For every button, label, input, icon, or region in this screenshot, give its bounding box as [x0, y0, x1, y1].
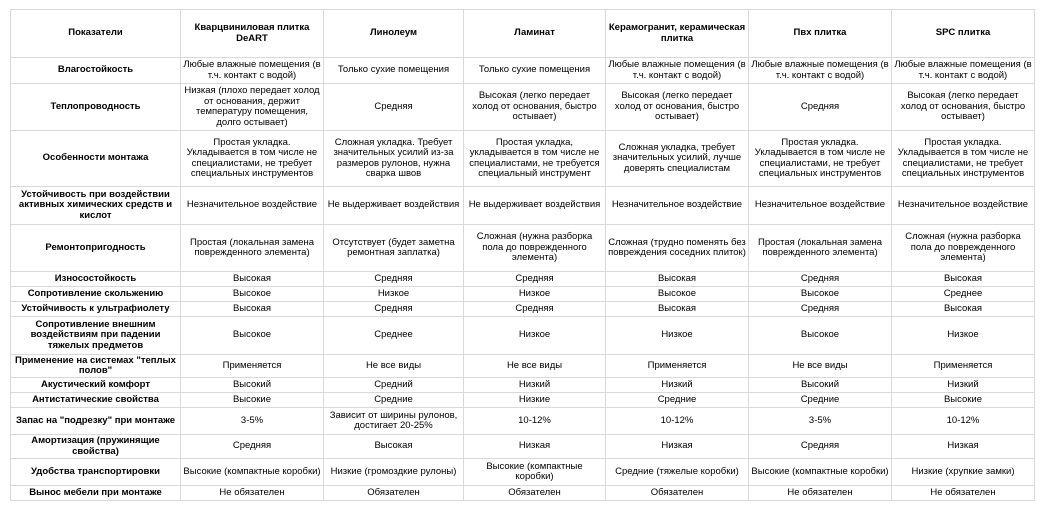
table-cell: Не все виды — [324, 355, 464, 378]
table-cell: Незначительное воздействие — [749, 187, 892, 225]
table-cell: Среднее — [892, 287, 1035, 302]
table-cell: Простая (локальная замена поврежденного элемента) — [181, 225, 324, 272]
row-label: Сопротивление скольжению — [11, 287, 181, 302]
table-cell: Высокие (компактные коробки) — [749, 459, 892, 486]
table-row — [11, 287, 1035, 302]
comparison-table-wrapper — [10, 9, 1035, 501]
row-label: Акустический комфорт — [11, 378, 181, 393]
table-cell: Не обязателен — [749, 486, 892, 501]
table-cell: Не все виды — [464, 355, 606, 378]
table-cell: Низкие (хрупкие замки) — [892, 459, 1035, 486]
table-cell: Высокое — [606, 287, 749, 302]
table-cell: Средние — [324, 393, 464, 408]
table-cell: Низкий — [606, 378, 749, 393]
table-cell: Не выдерживает воздействия — [324, 187, 464, 225]
table-cell: Сложная (нужна разборка пола до поврежденного элемента) — [892, 225, 1035, 272]
table-cell: Высокая — [181, 302, 324, 317]
table-cell: Незначительное воздействие — [892, 187, 1035, 225]
row-label: Устойчивость при воздействии активных химических средств и кислот — [11, 187, 181, 225]
table-cell: Низкое — [892, 317, 1035, 355]
column-header-material: SPC плитка — [892, 10, 1035, 58]
table-cell: 10-12% — [892, 408, 1035, 435]
row-label: Ремонтопригодность — [11, 225, 181, 272]
header-row — [11, 10, 1035, 58]
table-cell: Высокое — [181, 287, 324, 302]
table-row — [11, 486, 1035, 501]
table-cell: Высокие — [181, 393, 324, 408]
table-cell: Высокий — [749, 378, 892, 393]
table-row — [11, 187, 1035, 225]
row-label: Удобства транспортировки — [11, 459, 181, 486]
table-cell: 3-5% — [181, 408, 324, 435]
table-cell: Применяется — [606, 355, 749, 378]
row-label: Особенности монтажа — [11, 131, 181, 187]
row-label: Антистатические свойства — [11, 393, 181, 408]
table-cell: Не все виды — [749, 355, 892, 378]
table-row — [11, 58, 1035, 84]
table-cell: Низкое — [606, 317, 749, 355]
table-cell: Низкая — [606, 435, 749, 459]
table-cell: Не обязателен — [892, 486, 1035, 501]
table-cell: Применяется — [892, 355, 1035, 378]
table-cell: Любые влажные помещения (в т.ч. контакт с водой) — [181, 58, 324, 84]
table-cell: Высокие (компактные коробки) — [181, 459, 324, 486]
table-cell: Не обязателен — [181, 486, 324, 501]
row-label: Влагостойкость — [11, 58, 181, 84]
row-label: Применение на системах "теплых полов" — [11, 355, 181, 378]
table-cell: Высокое — [181, 317, 324, 355]
table-cell: Сложная укладка, требует значительных усилий, лучше доверять специалистам — [606, 131, 749, 187]
table-cell: Средняя — [464, 302, 606, 317]
table-cell: Средняя — [464, 272, 606, 287]
table-row — [11, 378, 1035, 393]
table-cell: Низкая (плохо передает холод от основания, держит температуру помещения, долго остывает) — [181, 84, 324, 131]
table-cell: 10-12% — [464, 408, 606, 435]
column-header-material: Керамогранит, керамическая плитка — [606, 10, 749, 58]
column-header-material: Пвх плитка — [749, 10, 892, 58]
table-cell: Обязателен — [606, 486, 749, 501]
table-cell: Любые влажные помещения (в т.ч. контакт с водой) — [892, 58, 1035, 84]
table-row — [11, 393, 1035, 408]
table-body — [11, 58, 1035, 501]
table-cell: Высокая (легко передает холод от основания, быстро остывает) — [606, 84, 749, 131]
table-cell: Высокая — [606, 272, 749, 287]
table-row — [11, 317, 1035, 355]
table-cell: 10-12% — [606, 408, 749, 435]
row-label: Амортизация (пружинящие свойства) — [11, 435, 181, 459]
table-cell: Простая (локальная замена поврежденного элемента) — [749, 225, 892, 272]
table-cell: Зависит от ширины рулонов, достигает 20-25% — [324, 408, 464, 435]
table-cell: Средний — [324, 378, 464, 393]
table-cell: Сложная (нужна разборка пола до поврежденного элемента) — [464, 225, 606, 272]
table-cell: 3-5% — [749, 408, 892, 435]
table-cell: Любые влажные помещения (в т.ч. контакт с водой) — [606, 58, 749, 84]
table-cell: Не выдерживает воздействия — [464, 187, 606, 225]
table-cell: Простая укладка. Укладывается в том числе не специалистами, не требует специальных инструментов — [749, 131, 892, 187]
table-cell: Только сухие помещения — [464, 58, 606, 84]
table-cell: Только сухие помещения — [324, 58, 464, 84]
table-cell: Низкое — [324, 287, 464, 302]
table-cell: Средняя — [181, 435, 324, 459]
table-cell: Средняя — [749, 84, 892, 131]
table-cell: Низкое — [464, 317, 606, 355]
table-cell: Низкий — [892, 378, 1035, 393]
table-row — [11, 272, 1035, 287]
table-cell: Низкие (громоздкие рулоны) — [324, 459, 464, 486]
table-cell: Высокие (компактные коробки) — [464, 459, 606, 486]
table-cell: Высокая — [892, 272, 1035, 287]
table-cell: Средняя — [324, 272, 464, 287]
table-cell: Применяется — [181, 355, 324, 378]
table-cell: Средние — [606, 393, 749, 408]
table-cell: Высокое — [749, 287, 892, 302]
table-cell: Высокая — [181, 272, 324, 287]
table-cell: Любые влажные помещения (в т.ч. контакт с водой) — [749, 58, 892, 84]
table-cell: Средняя — [749, 272, 892, 287]
table-cell: Низкая — [464, 435, 606, 459]
table-cell: Среднее — [324, 317, 464, 355]
table-cell: Сложная укладка. Требует значительных усилий из-за размеров рулонов, нужна сварка швов — [324, 131, 464, 187]
column-header-material: Линолеум — [324, 10, 464, 58]
table-row — [11, 225, 1035, 272]
table-row — [11, 302, 1035, 317]
table-cell: Простая укладка. Укладывается в том числе не специалистами, не требует специальных инструментов — [892, 131, 1035, 187]
row-label: Запас на "подрезку" при монтаже — [11, 408, 181, 435]
table-cell: Высокий — [181, 378, 324, 393]
row-label: Теплопроводность — [11, 84, 181, 131]
table-cell: Низкое — [464, 287, 606, 302]
table-row — [11, 355, 1035, 378]
table-cell: Средняя — [324, 84, 464, 131]
table-cell: Низкий — [464, 378, 606, 393]
table-cell: Средняя — [324, 302, 464, 317]
table-cell: Средние (тяжелые коробки) — [606, 459, 749, 486]
column-header-material: Ламинат — [464, 10, 606, 58]
table-header — [11, 10, 1035, 58]
table-cell: Высокая (легко передает холод от основания, быстро остывает) — [464, 84, 606, 131]
table-cell: Простая укладка. Укладывается в том числе не специалистами, не требует специальных инструментов — [181, 131, 324, 187]
table-cell: Средняя — [749, 302, 892, 317]
table-cell: Незначительное воздействие — [181, 187, 324, 225]
comparison-table — [10, 9, 1035, 501]
row-label: Сопротивление внешним воздействиям при падении тяжелых предметов — [11, 317, 181, 355]
row-label: Устойчивость к ультрафиолету — [11, 302, 181, 317]
table-cell: Высокое — [749, 317, 892, 355]
table-cell: Средняя — [749, 435, 892, 459]
table-cell: Низкая — [892, 435, 1035, 459]
column-header-indicators: Показатели — [11, 10, 181, 58]
table-row — [11, 84, 1035, 131]
row-label: Износостойкость — [11, 272, 181, 287]
table-cell: Высокие — [892, 393, 1035, 408]
column-header-material: Кварцвиниловая плитка DeART — [181, 10, 324, 58]
table-cell: Отсутствует (будет заметна ремонтная заплатка) — [324, 225, 464, 272]
table-cell: Высокая — [324, 435, 464, 459]
table-cell: Высокая — [892, 302, 1035, 317]
table-row — [11, 459, 1035, 486]
table-cell: Высокая (легко передает холод от основания, быстро остывает) — [892, 84, 1035, 131]
table-row — [11, 435, 1035, 459]
table-cell: Обязателен — [464, 486, 606, 501]
table-cell: Средние — [749, 393, 892, 408]
row-label: Вынос мебели при монтаже — [11, 486, 181, 501]
table-cell: Сложная (трудно поменять без повреждения соседних плиток) — [606, 225, 749, 272]
table-cell: Низкие — [464, 393, 606, 408]
table-cell: Высокая — [606, 302, 749, 317]
table-row — [11, 131, 1035, 187]
table-row — [11, 408, 1035, 435]
table-cell: Незначительное воздействие — [606, 187, 749, 225]
table-cell: Обязателен — [324, 486, 464, 501]
table-cell: Простая укладка, укладывается в том числе не специалистами, не требуется специальный инструмент — [464, 131, 606, 187]
